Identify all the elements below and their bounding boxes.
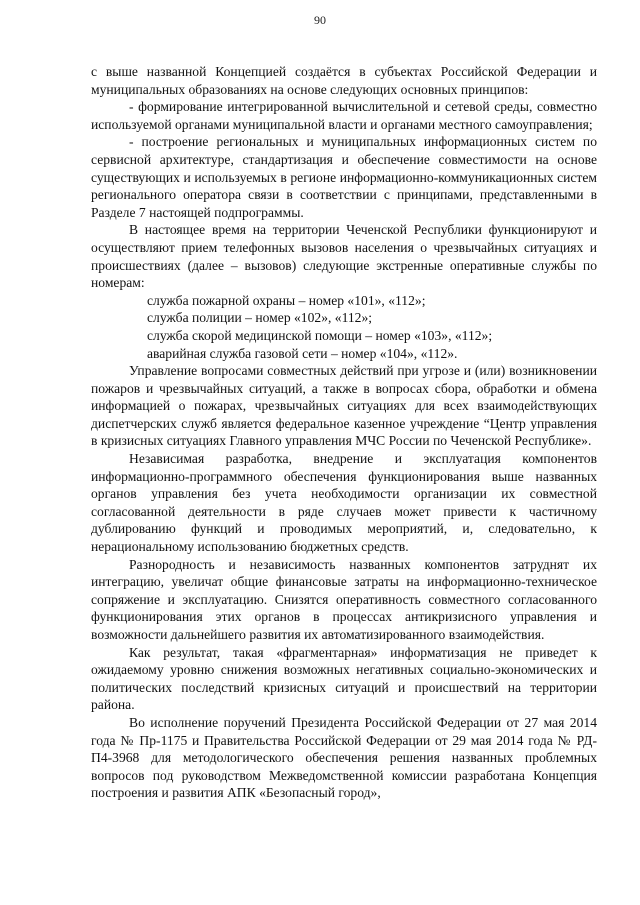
list-item: служба пожарной охраны – номер «101», «112»; — [147, 292, 426, 308]
paragraph: Независимая разработка, внедрение и эксплуатация компонентов информационно-программного обеспечения функционирования выше названных органов управления без учета необходимости организации их совместной согласованной деятельности в ряде случаев может привести к частичному дублированию функций и проводимых мероприятий, и, следовательно, к нерациональному использованию бюджетных средств. — [91, 451, 597, 555]
body-text — [91, 63, 597, 802]
paragraph: Разнородность и независимость названных компонентов затруднят их интеграцию, увеличат общие финансовые затраты на информационно-техническое сопряжение и эксплуатацию. Снизятся оперативность совместного согласованного функционирования этих органов в процессах антикризисного управления и возможности дальнейшего развития их автоматизированного взаимодействия. — [91, 556, 597, 642]
paragraph: Как результат, такая «фрагментарная» информатизация не приведет к ожидаемому уровню снижения возможных негативных социально-экономических и политических последствий кризисных ситуаций и происшествий на территории района. — [91, 644, 597, 713]
paragraph: - формирование интегрированной вычислительной и сетевой среды, совместно используемой органами муниципальной власти и органами местного самоуправления; — [91, 99, 597, 132]
list-item: служба полиции – номер «102», «112»; — [147, 310, 373, 326]
paragraph: с выше названной Концепцией создаётся в субъектах Российской Федерации и муниципальных образованиях на основе следующих основных принципов: — [91, 64, 597, 97]
paragraph: В настоящее время на территории Чеченской Республики функционируют и осуществляют прием телефонных вызовов населения о чрезвычайных ситуациях и происшествиях (далее – вызовов) следующие экстренные оперативные службы по номерам: — [91, 222, 597, 291]
paragraph: Во исполнение поручений Президента Российской Федерации от 27 мая 2014 года № Пр-1175 и Правительства Российской Федерации от 29 мая 2014 года № РД-П4-3968 для методологического обеспечения решения названных проблемных вопросов под руководством Межведомственной комиссии разработана Концепция построения и развития АПК «Безопасный город», — [91, 714, 597, 801]
paragraph: - построение региональных и муниципальных информационных систем по сервисной архитектуре, стандартизация и обеспечение совместимости на основе существующих и используемых в регионе информационно-коммуникационных систем регионального оператора связи в соответствии с принципами, представленными в Разделе 7 настоящей подпрограммы. — [91, 134, 597, 220]
paragraph: Управление вопросами совместных действий при угрозе и (или) возникновении пожаров и чрезвычайных ситуаций, а также в вопросах сбора, обработки и обмена информацией о пожарах, чрезвычайных ситуациях для всех взаимодействующих диспетчерских служб является федеральное казенное учреждение “Центр управления в кризисных ситуациях Главного управления МЧС России по Чеченской Республике». — [91, 363, 597, 449]
list-item: аварийная служба газовой сети – номер «104», «112». — [147, 345, 458, 361]
page-number: 90 — [314, 13, 326, 27]
list-item: служба скорой медицинской помощи – номер «103», «112»; — [147, 327, 493, 343]
